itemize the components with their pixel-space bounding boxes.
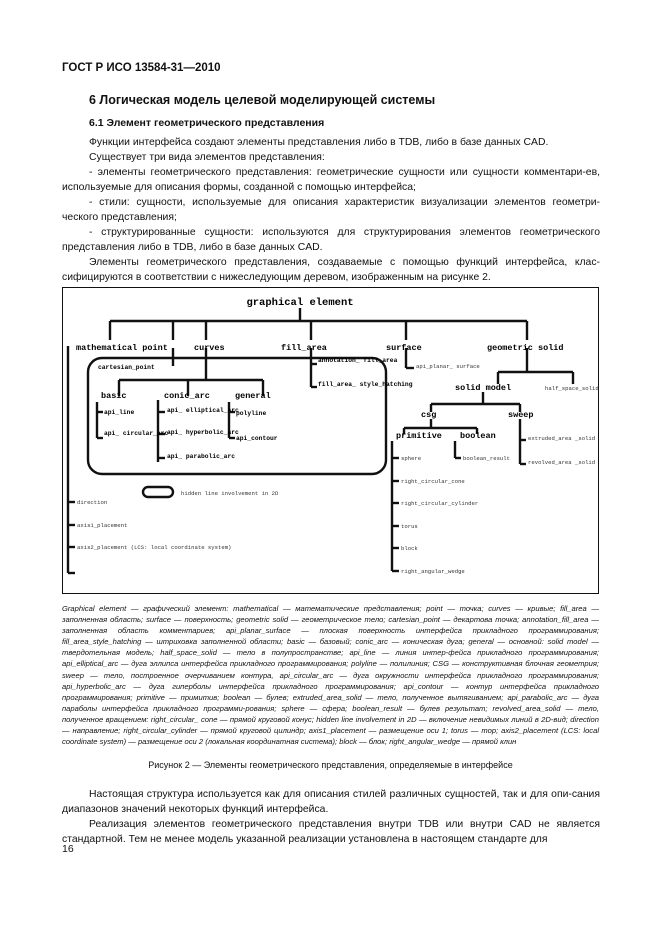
node-api-hyperbolic-arc: api_ hyperbolic_arc <box>167 429 239 436</box>
node-primitive: primitive <box>396 431 442 441</box>
paragraph: - стили: сущности, используемые для описания характеристик визуализации элементов геометри-ческого представления; <box>62 197 600 223</box>
node-solid-model: solid model <box>455 383 512 393</box>
intro-text <box>62 135 600 285</box>
node-curves: curves <box>194 343 225 353</box>
node-right-angular-wedge: right_angular_wedge <box>401 568 465 575</box>
node-graphical-element: graphical element <box>246 297 354 309</box>
node-fill-area: fill_area <box>281 343 327 353</box>
node-surface: surface <box>386 343 422 353</box>
node-api-circular-arc: api_ circular_arc <box>104 430 169 437</box>
node-axis1-placement: axis1_placement <box>77 522 128 529</box>
node-geometric-solid: geometric solid <box>487 343 564 353</box>
node-extruded-area-solid: extruded_area _solid <box>528 435 596 442</box>
closing-text <box>62 787 600 847</box>
node-right-circular-cylinder: right_circular_cylinder <box>401 500 479 507</box>
figure-caption: Рисунок 2 — Элементы геометрического представления, определяемые в интерфейсе <box>148 760 513 770</box>
node-api-line: api_line <box>104 409 135 416</box>
node-half-space-solid: half_space_solid <box>545 385 599 392</box>
node-boolean: boolean <box>460 431 496 441</box>
page-number: 16 <box>62 843 74 855</box>
hidden-line-symbol <box>143 487 173 497</box>
paragraph: - структурированные сущности: используются для структурирования элементов геометрического представления либо в TDB, либо в базе данных CAD. <box>62 227 600 253</box>
node-direction: direction <box>77 499 108 506</box>
node-api-elliptical-arc: api_ elliptical_arc <box>167 407 239 414</box>
paragraph: Настоящая структура используется как для описания стилей различных сущностей, так и для опи-сания диапазонов значений некоторых функций интерфейса. <box>62 789 600 815</box>
node-api-planar-surface: api_planar_ surface <box>416 363 480 370</box>
subsection-title: 6.1 Элемент геометрического представления <box>89 117 325 129</box>
node-hidden-line: hidden line involvement in 2D <box>181 490 279 497</box>
paragraph: Существует три вида элементов представления: <box>89 152 325 163</box>
node-sweep: sweep <box>508 410 534 420</box>
paragraph: Функции интерфейса создают элементы представления либо в TDB, либо в базе данных CAD. <box>89 137 549 148</box>
node-api-contour: api_contour <box>236 435 278 442</box>
node-mathematical: mathematical point <box>76 343 168 353</box>
figure-legend: Graphical element — графический элемент: mathematical — математические представления; point — точка; curves — кривые; fill_area — заполненная область; surface — поверхность; geometric solid — геометрическое тело; cartesian_point — декартова точка; annotation_fill_area — заполненная область комментариев; api_planar_surface — плоская поверхность интерфейса прикладного программирования; fill_area_style_hatching — штриховка заполненной области; basic — базовый; conic_arc — коническая дуга; general — основной: solid model — твердотельная модель; half_space_solid — тело в полупространстве; api_line — линия интер-фейса прикладного программирования; api_elliptical_arc — дуга эллипса интерфейса прикладного программирования; polyline — полилиния; CSG — конструктивная блочная геометрия; sweep — тело, построенное очерчиванием контура, api_circular_arc — дуга окружности интерфейса прикладного программирования; api_hyperbolic_arc — дуга гиперболы интерфейса прикладного программирования; api_contour — контур интерфейса прикладного программирования; primitive — примитив; boolean — булев; extruded_area_solid — тело, полученное вытягиванием; api_parabolic_arc — дуга параболы интерфейса прикладного программи-рования; sphere — сфера; boolean_result — булев результат; revolved_area_solid — тело, полученное вращением: right_circular_ cone — прямой круговой конус; hidden line involvement in 2D — включение невидимых линий в 2D-вид; direction — направление; right_circular_cylinder — прямой круговой цилиндр; axis1_placement — размещение оси 1; torus — тор; axis2_placement (LCS: local coordinate system) — размещение оси 2 (локальная координатная система); block — блок; right_angular_wedge — прямой клин <box>62 604 599 747</box>
node-basic: basic <box>101 391 127 401</box>
node-block: block <box>401 545 418 552</box>
section-title: 6 Логическая модель целевой моделирующей системы <box>89 93 436 107</box>
node-api-parabolic-arc: api_ parabolic_arc <box>167 453 236 460</box>
paragraph: Элементы геометрического представления, создаваемые с помощью функций интерфейса, клас-сифицируются в соответствии с нижеследующим деревом, изображенным на рисунке 2. <box>62 257 600 283</box>
node-csg: csg <box>421 410 437 420</box>
node-general: general <box>235 391 271 401</box>
node-torus: torus <box>401 523 418 530</box>
document-header: ГОСТ Р ИСО 13584-31—2010 <box>62 62 221 74</box>
node-boolean-result: boolean_result <box>463 455 510 462</box>
paragraph: Реализация элементов геометрического представления внутри TDB или внутри CAD не является стандартной. Тем не менее модель указанной реализации установлена в настоящем стандарте для <box>62 819 600 845</box>
node-cartesian-point: cartesian_point <box>98 364 155 371</box>
paragraph: - элементы геометрического представления: геометрические сущности или сущности комментари-ев, используемые для описания формы, созданной с помощью интерфейса; <box>62 167 600 193</box>
node-fill-area-style-hatching: fill_area_ style_hatching <box>318 381 413 388</box>
node-axis2-placement: axis2_placement (LCS: local coordinate system) <box>77 544 232 551</box>
node-sphere: sphere <box>401 455 422 462</box>
node-right-circular-cone: right_circular_cone <box>401 478 465 485</box>
node-annotation-fill-area: annotation_ fill_area <box>318 357 398 364</box>
node-polyline: polyline <box>236 410 267 417</box>
node-revolved-area-solid: revolved_area _solid <box>528 459 596 466</box>
tree-diagram-svg <box>63 288 600 595</box>
figure-2-tree-diagram <box>62 287 599 594</box>
node-conic-arc: conic_arc <box>164 391 210 401</box>
